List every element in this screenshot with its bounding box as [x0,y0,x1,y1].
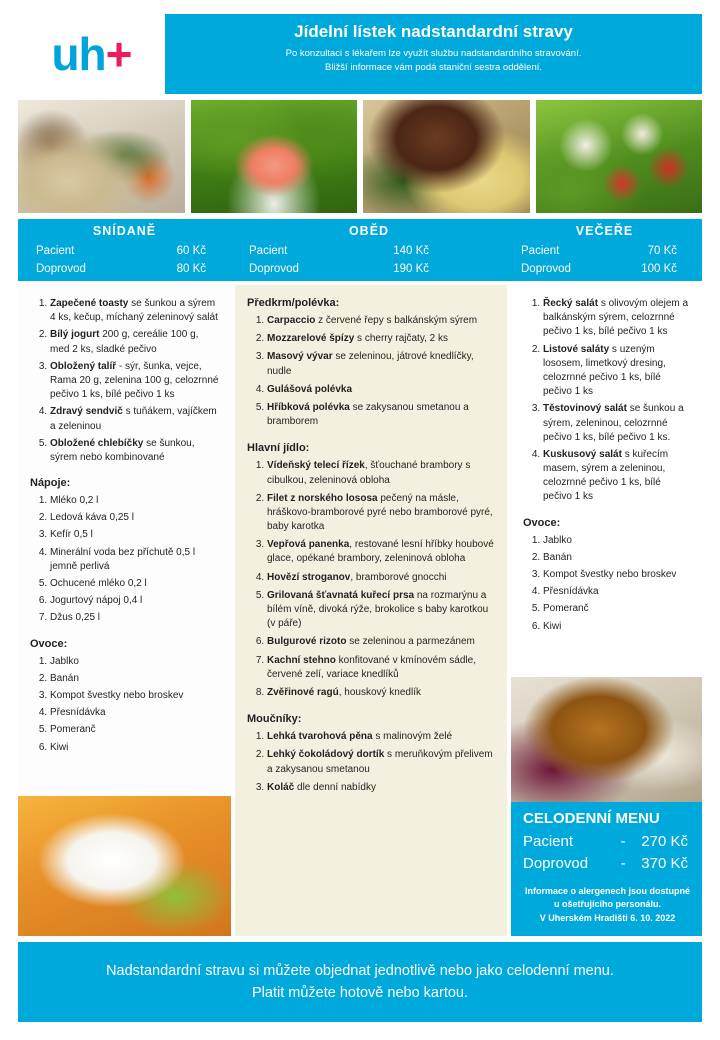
item-name: Vídeňský telecí řízek [267,460,365,472]
item-detail: na rozmarýnu a bílém víně, divoká rýže, brokolice s baby karotkou (v páře) [267,589,489,630]
item-name: Zdravý sendvič [50,406,123,418]
full-day-menu-title: CELODENNÍ MENU [523,810,660,827]
dessert-heading: Moučníky: [247,713,302,726]
list-item [50,405,219,433]
item-name: Hovězí stroganov [267,571,351,583]
salad-list [523,297,690,505]
price-value: 270 Kč [641,833,688,850]
price-row [18,242,231,260]
list-item [543,343,690,400]
price-label: Pacient [521,245,560,257]
list-item: 7. Džus 0,25 l [50,611,219,625]
price-label: Pacient [249,245,288,257]
full-day-price-row [523,831,692,853]
item-detail: s olivovým olejem a balkánským sýrem, celozrnné pečivo 1 ks, bílé pečivo 1 ks [543,298,689,338]
fruit-list [523,534,690,634]
list-item: 3. Kompot švestky nebo broskev [50,689,219,703]
list-item: 5. Pomeranč [50,723,219,737]
main-list [247,459,495,700]
dessert-list [247,730,495,795]
list-item [543,448,690,505]
list-item [50,328,219,356]
list-item [50,360,219,403]
price-label: Pacient [523,833,574,850]
item-detail: , bramborové gnocchi [350,571,447,583]
column-dinner-content [511,285,702,634]
hospital-logo [18,14,165,94]
item-name: Kachní stehno [267,654,336,666]
item-detail: s kuřecím masem, sýrem a zeleninou, celozrnné pečivo 1 ks, bílé pečivo 1 ks [543,448,669,503]
list-item: 5. Pomeranč [543,602,690,616]
price-head-lunch: OBĚD [348,224,390,238]
header-subtitle-1: Po konzultaci s lékařem lze využít službu nadstandardního stravování. [285,48,582,60]
price-row [507,260,702,278]
starter-heading: Předkrm/polévka: [247,297,340,309]
list-item: 4. Přesnídávka [50,706,219,720]
item-name: Bulgurové rizoto [267,636,347,648]
item-name: Grilovaná šťavnatá kuřecí prsa [267,589,415,601]
price-dash: - [620,854,626,872]
breakfast-meal-list [30,297,219,465]
item-name: Lehký čokoládový dortík [267,749,385,761]
item-name: Zvěřinové ragú [267,686,339,698]
price-column-lunch [231,219,507,281]
page-footer [18,942,702,1022]
item-detail: se šunkou a sýrem 4 ks, kečup, míchaný zeleninový salát [50,298,218,324]
item-name: Mozzarelové špízy [267,333,355,345]
item-detail: se šunkou, sýrem nebo kombinované [50,437,195,463]
item-detail: se šunkou a sýrem, zeleninou, celozrnné pečivo 1 ks, bílé pečivo 1 ks. [543,403,684,443]
price-value: 140 Kč [393,245,429,257]
photo-dessert-plate [18,796,231,936]
list-item: 6. Jogurtový nápoj 0,4 l [50,594,219,608]
item-name: Gulášová polévka [267,383,353,395]
price-value: 60 Kč [176,245,206,257]
item-detail: dle denní nabídky [294,781,376,793]
item-detail: , restované lesní hříbky houbové glace, opékané brambory, zeleninová obloha [267,539,494,565]
item-name: Listové saláty [543,343,610,355]
list-item [267,332,495,346]
item-name: Vepřová panenka [267,539,350,551]
price-label: Doprovod [521,263,571,276]
list-item [50,437,219,465]
item-detail: z červené řepy s balkánským sýrem [315,315,478,326]
list-item [267,781,495,795]
item-detail: 200 g, cereálie 100 g, med 2 ks, sladké pečivo [50,329,199,355]
drinks-heading: Nápoje: [30,477,71,490]
list-item [267,350,495,378]
fruit-heading: Ovoce: [523,516,561,529]
issue-date: V Uherském Hradišti 6. 10. 2022 [539,912,676,923]
price-column-breakfast [18,219,231,281]
list-item [267,492,495,535]
list-item: 3. Kefír 0,5 l [50,528,219,542]
drinks-list [30,494,219,626]
list-item: 2. Banán [543,551,690,565]
item-name: Carpaccio [267,315,316,326]
price-bar [18,219,702,281]
header-subtitle-2: Bližší informace vám podá staniční sestra oddělení. [324,62,543,74]
list-item [267,538,495,566]
item-name: Bílý jogurt [50,329,100,341]
column-lunch [235,285,507,936]
price-value: 80 Kč [176,263,206,276]
item-name: Hříbková polévka [267,401,350,413]
price-value: 370 Kč [641,854,688,872]
item-detail: pečený na másle, hráškovo-bramborové pyré nebo bramborové pyré, baby karotka [267,492,493,533]
footer-line-2: Platit můžete hotově nebo kartou. [251,985,469,1001]
item-detail: , houskový knedlík [338,686,421,698]
allergen-note [523,885,692,926]
photo-salmon-salad [191,100,358,213]
list-item: 6. Kiwi [543,620,690,634]
list-item: 2. Ledová káva 0,25 l [50,511,219,525]
header-banner [165,14,702,94]
item-name: Filet z norského lososa [267,492,378,504]
starter-list [247,314,495,429]
list-item: 6. Kiwi [50,741,219,755]
item-detail: , šťouchané brambory s cibulkou, zeleninová obloha [267,460,471,486]
logo-plus-icon: + [105,28,132,80]
list-item [50,297,219,325]
item-detail: s malinovým želé [372,731,453,743]
price-value: 190 Kč [393,263,429,276]
item-name: Kuskusový salát [543,448,622,460]
list-item [267,686,495,700]
list-item [543,297,690,340]
full-day-menu-block [511,802,702,936]
item-detail: se zakysanou smetanou a bramborem [267,401,469,428]
list-item [267,730,495,744]
item-name: Řecký salát [543,298,599,309]
allergen-note-line-1: Informace o alergenech jsou dostupné [524,885,691,896]
photo-risotto-plate [18,100,185,213]
item-name: Masový vývar [267,351,333,363]
list-item: 3. Kompot švestky nebo broskev [543,568,690,582]
allergen-note-line-2: u ošetřujícího personálu. [553,899,661,909]
main-heading: Hlavní jídlo: [247,442,310,455]
item-detail: s uzeným lososem, limetkový dresing, celozrnné pečivo 1 ks, bílé pečivo 1 ks [543,343,666,398]
list-item [267,654,495,682]
full-day-price-row [523,853,692,875]
item-name: Těstovinový salát [543,403,627,415]
footer-line-1: Nadstandardní stravu si můžete objednat jednotlivě nebo jako celodenní menu. [106,962,614,979]
price-head-dinner: VEČEŘE [575,224,634,238]
price-dash: - [620,833,626,850]
price-column-dinner [507,219,702,281]
price-value: 70 Kč [647,245,677,257]
item-detail: se zeleninou a parmezánem [346,636,475,648]
item-detail: s cherry rajčaty, 2 ks [354,333,448,345]
logo-wordmark [51,28,132,80]
photo-steak-potatoes [363,100,530,213]
list-item [267,748,495,776]
price-label: Pacient [36,245,75,257]
price-value: 100 Kč [641,263,677,276]
fruit-heading: Ovoce: [30,637,68,650]
item-name: Obložené chlebíčky [50,437,144,449]
item-detail: s tuňákem, vajíčkem a zeleninou [50,406,217,432]
item-name: Obložený talíř [50,360,117,372]
price-row [18,260,231,278]
menu-body [18,285,702,936]
photo-strip [18,100,702,213]
photo-duck-leg [511,677,702,802]
price-row [507,242,702,260]
column-dinner [511,285,702,936]
list-item: 2. Banán [50,672,219,686]
price-row [231,260,507,278]
page-header [18,14,702,94]
price-head-breakfast: SNÍDANĚ [92,224,157,238]
item-detail: - sýr, šunka, vejce, Rama 20 g, zelenina 100 g, celozrnné pečivo 1 ks, bílé pečivo 1 ks [50,360,219,401]
list-item: 1. Jablko [50,655,219,669]
column-breakfast-content [18,285,231,755]
price-row [231,242,507,260]
price-label: Doprovod [249,263,299,276]
page-title: Jídelní lístek nadstandardní stravy [294,22,573,41]
list-item [543,402,690,445]
list-item [267,459,495,487]
list-item [267,589,495,632]
list-item: 1. Jablko [543,534,690,548]
item-name: Zapečené toasty [50,298,129,309]
column-breakfast [18,285,231,936]
list-item [267,314,495,328]
list-item [267,635,495,649]
list-item: 4. Minerální voda bez příchutě 0,5 l jemně perlivá [50,546,219,574]
logo-text: uh [51,28,106,80]
list-item [267,571,495,585]
list-item [267,401,495,429]
fruit-list [30,655,219,755]
photo-vegetable-salad [536,100,703,213]
price-label: Doprovod [36,263,86,276]
list-item: 1. Mléko 0,2 l [50,494,219,508]
item-detail: konfitované v kmínovém sádle, červené zelí, variace knedlíků [267,654,476,680]
column-lunch-content [235,285,507,795]
list-item: 5. Ochucené mléko 0,2 l [50,577,219,591]
list-item: 4. Přesnídávka [543,585,690,599]
price-label: Doprovod [523,854,589,872]
list-item [267,383,495,397]
item-name: Lehká tvarohová pěna [267,731,373,743]
item-detail: se zeleninou, játrové knedlíčky, nudle [267,351,474,377]
item-name: Koláč [267,781,295,793]
item-detail: s meruňkovým přelivem a zakysanou smetanou [267,749,493,775]
